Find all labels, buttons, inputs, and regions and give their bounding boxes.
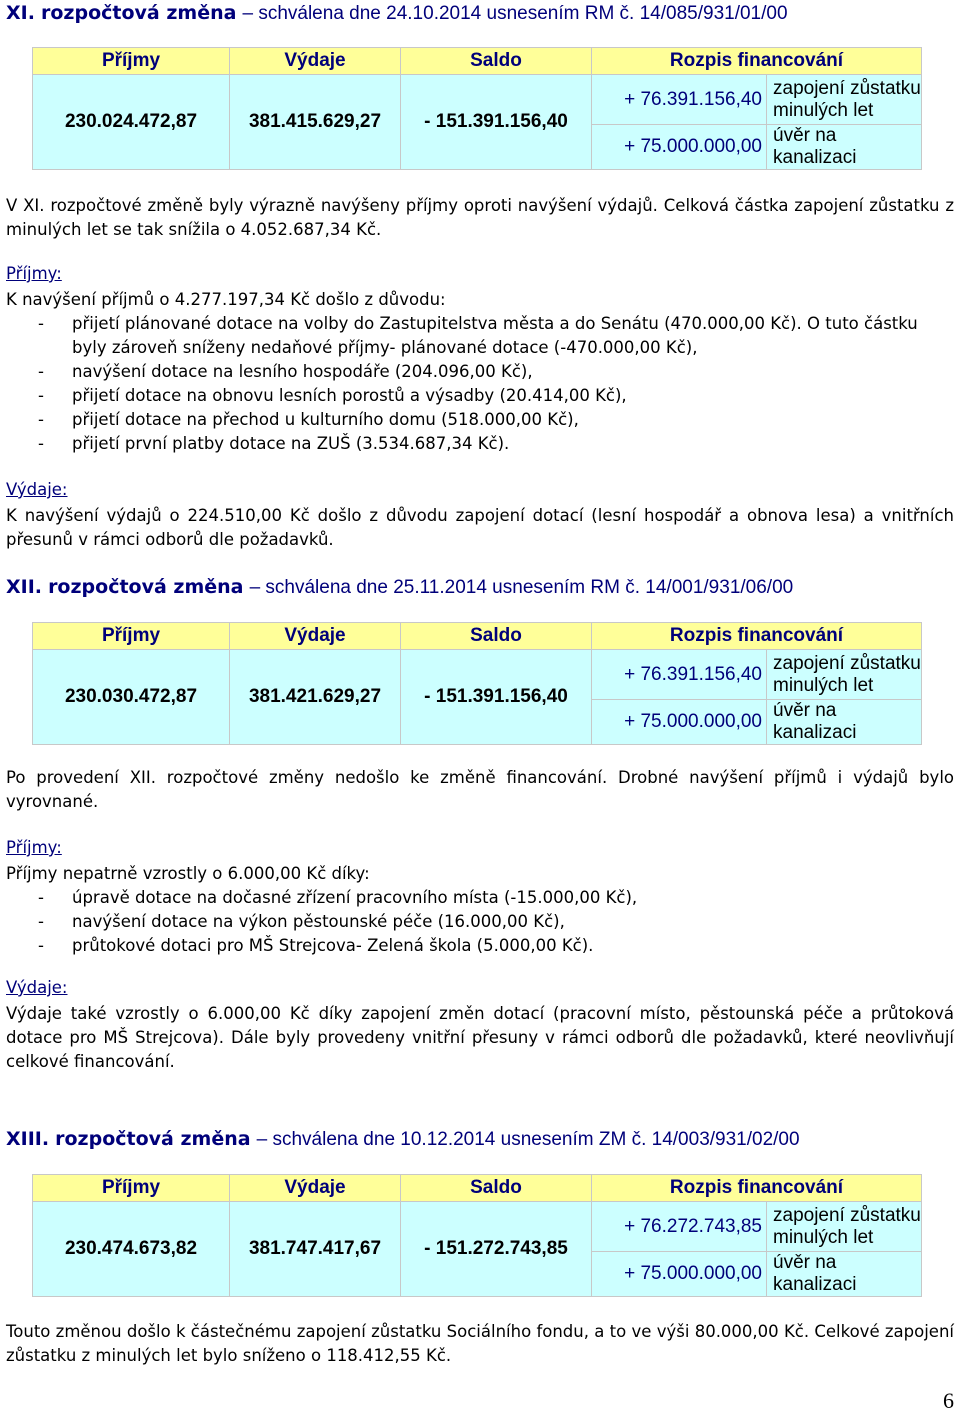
header-balance: Saldo — [401, 623, 592, 650]
header-financing: Rozpis financování — [592, 623, 922, 650]
financing-note: úvěr na kanalizaci — [767, 700, 922, 745]
financing-note: úvěr na kanalizaci — [767, 1252, 922, 1297]
financing-note: úvěr na kanalizaci — [767, 125, 922, 170]
budget-table-xii — [32, 622, 922, 745]
xi-income-list — [6, 312, 956, 456]
list-item: - přijetí dotace na obnovu lesních porostů a výsadby (20.414,00 Kč), — [6, 384, 956, 408]
page-number: 6 — [943, 1388, 954, 1413]
budget-table-xiii — [32, 1174, 922, 1297]
balance-total: - 151.391.156,40 — [401, 75, 592, 170]
section-heading-xiii: XIII. rozpočtová změna – schválena dne 10.12.2014 usnesením ZM č. 14/003/931/02/00 — [6, 1128, 800, 1150]
list-item: - přijetí plánované dotace na volby do Zastupitelstva města a do Senátu (470.000,00 Kč). O tuto částku byly zároveň sníženy nedaňové příjmy- plánované dotace (-470.000,00 Kč), — [6, 312, 956, 360]
income-total: 230.474.673,82 — [33, 1202, 230, 1297]
financing-note: zapojení zůstatku minulých let — [767, 1202, 922, 1252]
financing-amount: + 75.000.000,00 — [592, 125, 767, 170]
xi-expense-heading: Výdaje: — [6, 480, 68, 499]
xi-income-lead: K navýšení příjmů o 4.277.197,34 Kč došlo z důvodu: — [6, 290, 446, 309]
financing-amount: + 76.391.156,40 — [592, 650, 767, 700]
xii-expense-heading: Výdaje: — [6, 978, 68, 997]
header-income: Příjmy — [33, 48, 230, 75]
table-header-row — [33, 48, 922, 75]
table-header-row — [33, 623, 922, 650]
budget-table-xi — [32, 47, 922, 170]
xii-income-lead: Příjmy nepatrně vzrostly o 6.000,00 Kč díky: — [6, 864, 370, 883]
financing-amount: + 76.391.156,40 — [592, 75, 767, 125]
header-balance: Saldo — [401, 48, 592, 75]
xi-expense-paragraph: K navýšení výdajů o 224.510,00 Kč došlo z důvodu zapojení dotací (lesní hospodář a obnova lesa) a vnitřních přesunů v rámci odborů dle požadavků. — [6, 506, 954, 549]
financing-amount: + 76.272.743,85 — [592, 1202, 767, 1252]
header-income: Příjmy — [33, 1175, 230, 1202]
expense-total: 381.747.417,67 — [230, 1202, 401, 1297]
expense-total: 381.421.629,27 — [230, 650, 401, 745]
expense-total: 381.415.629,27 — [230, 75, 401, 170]
xi-intro-paragraph: V XI. rozpočtové změně byly výrazně navýšeny příjmy oproti navýšení výdajů. Celková částka zapojení zůstatku z minulých let se tak snížila o 4.052.687,34 Kč. — [6, 196, 954, 239]
section-heading-xi: XI. rozpočtová změna – schválena dne 24.10.2014 usnesením RM č. 14/085/931/01/00 — [6, 2, 788, 24]
balance-total: - 151.391.156,40 — [401, 650, 592, 745]
xii-income-list — [6, 886, 956, 958]
xii-intro-paragraph: Po provedení XII. rozpočtové změny nedošlo ke změně financování. Drobné navýšení příjmů i výdajů bylo vyrovnané. — [6, 768, 954, 811]
list-item: - úpravě dotace na dočasné zřízení pracovního místa (-15.000,00 Kč), — [6, 886, 956, 910]
header-expense: Výdaje — [230, 48, 401, 75]
list-item: - přijetí první platby dotace na ZUŠ (3.534.687,34 Kč). — [6, 432, 956, 456]
income-total: 230.030.472,87 — [33, 650, 230, 745]
financing-amount: + 75.000.000,00 — [592, 700, 767, 745]
income-total: 230.024.472,87 — [33, 75, 230, 170]
financing-note: zapojení zůstatku minulých let — [767, 650, 922, 700]
financing-note: zapojení zůstatku minulých let — [767, 75, 922, 125]
list-item: - přijetí dotace na přechod u kulturního domu (518.000,00 Kč), — [6, 408, 956, 432]
xii-expense-paragraph: Výdaje také vzrostly o 6.000,00 Kč díky zapojení změn dotací (pracovní místo, pěstounská péče a průtoková dotace pro MŠ Strejcova). Dále byly provedeny vnitřní přesuny v rámci odborů dle požadavků, které neovlivňují celkové financování. — [6, 1004, 954, 1071]
balance-total: - 151.272.743,85 — [401, 1202, 592, 1297]
section-heading-xii: XII. rozpočtová změna – schválena dne 25.11.2014 usnesením RM č. 14/001/931/06/00 — [6, 576, 794, 598]
header-financing: Rozpis financování — [592, 1175, 922, 1202]
list-item: - průtokové dotaci pro MŠ Strejcova- Zelená škola (5.000,00 Kč). — [6, 934, 956, 958]
xiii-intro-paragraph: Touto změnou došlo k částečnému zapojení zůstatku Sociálního fondu, a to ve výši 80.000,00 Kč. Celkové zapojení zůstatku z minulých let bylo sníženo o 118.412,55 Kč. — [6, 1322, 954, 1365]
list-item: - navýšení dotace na výkon pěstounské péče (16.000,00 Kč), — [6, 910, 956, 934]
xii-income-heading: Příjmy: — [6, 838, 62, 857]
financing-amount: + 75.000.000,00 — [592, 1252, 767, 1297]
xi-income-heading: Příjmy: — [6, 264, 62, 283]
header-financing: Rozpis financování — [592, 48, 922, 75]
header-income: Příjmy — [33, 623, 230, 650]
header-expense: Výdaje — [230, 1175, 401, 1202]
list-item: - navýšení dotace na lesního hospodáře (204.096,00 Kč), — [6, 360, 956, 384]
header-balance: Saldo — [401, 1175, 592, 1202]
header-expense: Výdaje — [230, 623, 401, 650]
table-header-row — [33, 1175, 922, 1202]
